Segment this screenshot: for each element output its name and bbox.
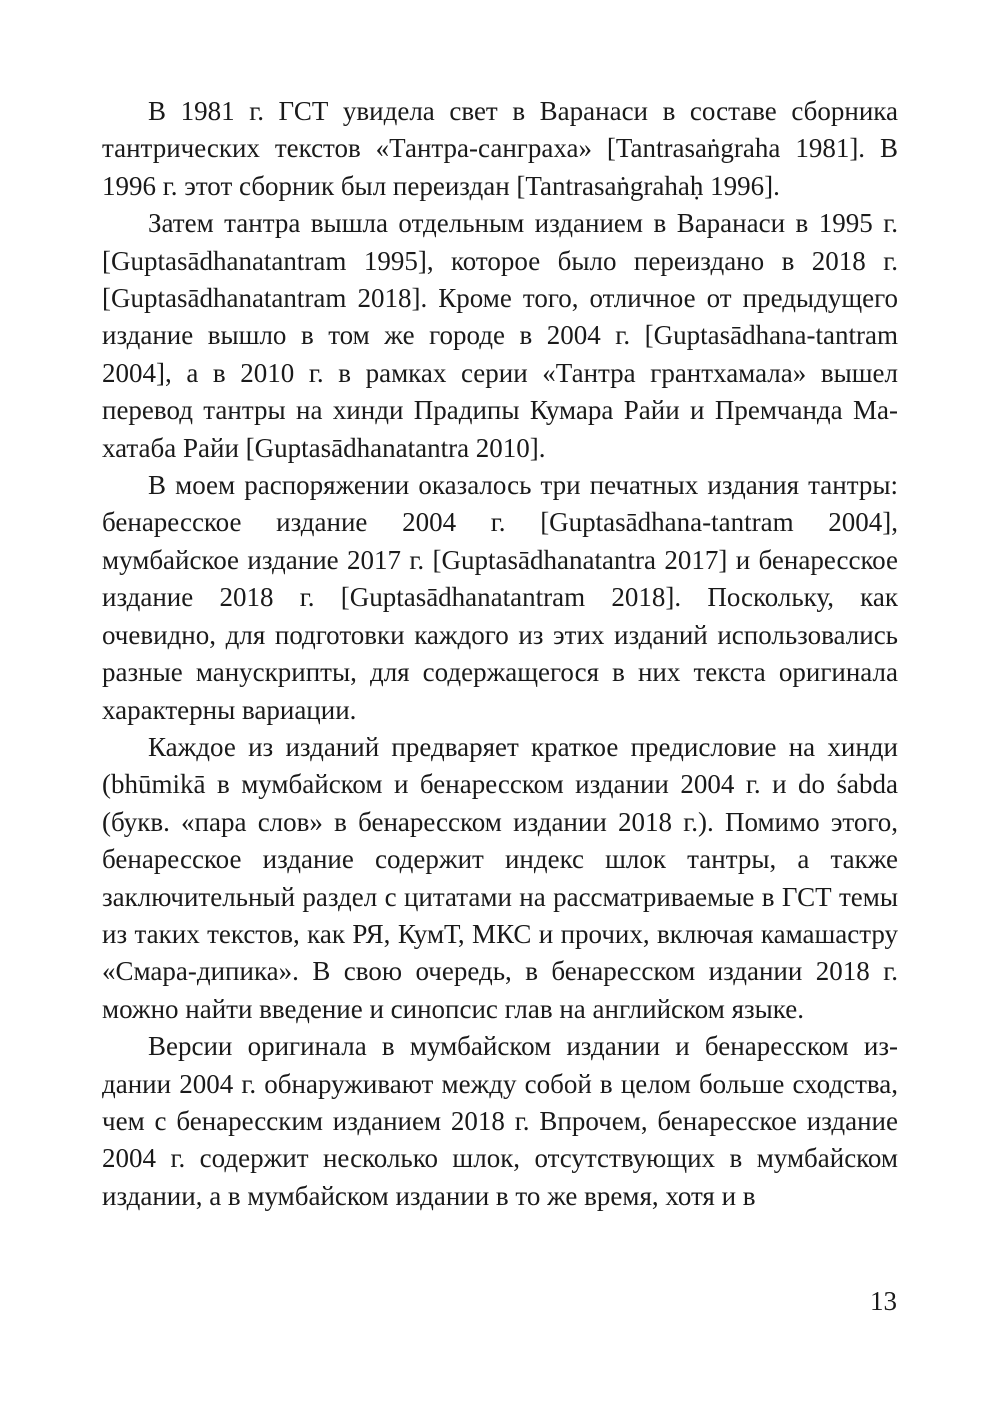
paragraph-1: В 1981 г. ГСТ увидела свет в Варанаси в составе сборника тантрических текстов «Тантра-санграха» [Tantrasaṅgraha 1981]. В 1996 г. этот сборник был переиздан [Tantrasaṅgrahaḥ 1996]. — [102, 96, 898, 201]
page-number: 13 — [870, 1286, 897, 1316]
paragraph-4: Каждое из изданий предваряет краткое предисловие на хинди (bhūmikā в мумбайском и бенаресском издании 2004 г. и do śabda (букв. «пара слов» в бенаресском издании 2018 г.). Помимо этого, бенаресское издание содержит индекс шлок тантры, а также заключительный раздел с цитатами на рассматриваемые в ГСТ темы из таких текстов, как РЯ, КумТ, МКС и прочих, включая камашастру «Смара-дипика». В свою очередь, в бенаресском издании 2018 г. можно найти введение и синопсис глав на английском языке. — [102, 731, 898, 1024]
body-text — [102, 93, 898, 1215]
paragraph-5: Версии оригинала в мумбайском издании и бенаресском издании 2004 г. обнаруживают между собой в целом больше сходства, чем с бенаресским изданием 2018 г. Впрочем, бенаресское издание 2004 г. содержит несколько шлок, отсутствующих в мумбайском издании, а в мумбайском издании в то же время, хотя и в — [102, 1031, 898, 1211]
paragraph-2: Затем тантра вышла отдельным изданием в Варанаси в 1995 г. [Guptasādhanatantram 1995], которое было переиздано в 2018 г. [Guptasādhanatantram 2018]. Кроме того, отличное от предыдущего издание вышло в том же городе в 2004 г. [Guptasādhana-tantram 2004], а в 2010 г. в рамках серии «Тантра грантхамала» вышел перевод тантры на хинди Прадипы Кумара Райи и Премчанда Махатаба Райи [Guptasādhanatantra 2010]. — [102, 208, 898, 463]
paragraph-3: В моем распоряжении оказалось три печатных издания тантры: бенаресское издание 2004 г. [Guptasādhana-tantram 2004], мумбайское издание 2017 г. [Guptasādhanatantra 2017] и бенаресское издание 2018 г. [Guptasādhanatantram 2018]. Поскольку, как очевидно, для подготовки каждого из этих изданий использовались разные манускрипты, для содержащегося в них текста оригинала характерны вариации. — [102, 470, 898, 725]
